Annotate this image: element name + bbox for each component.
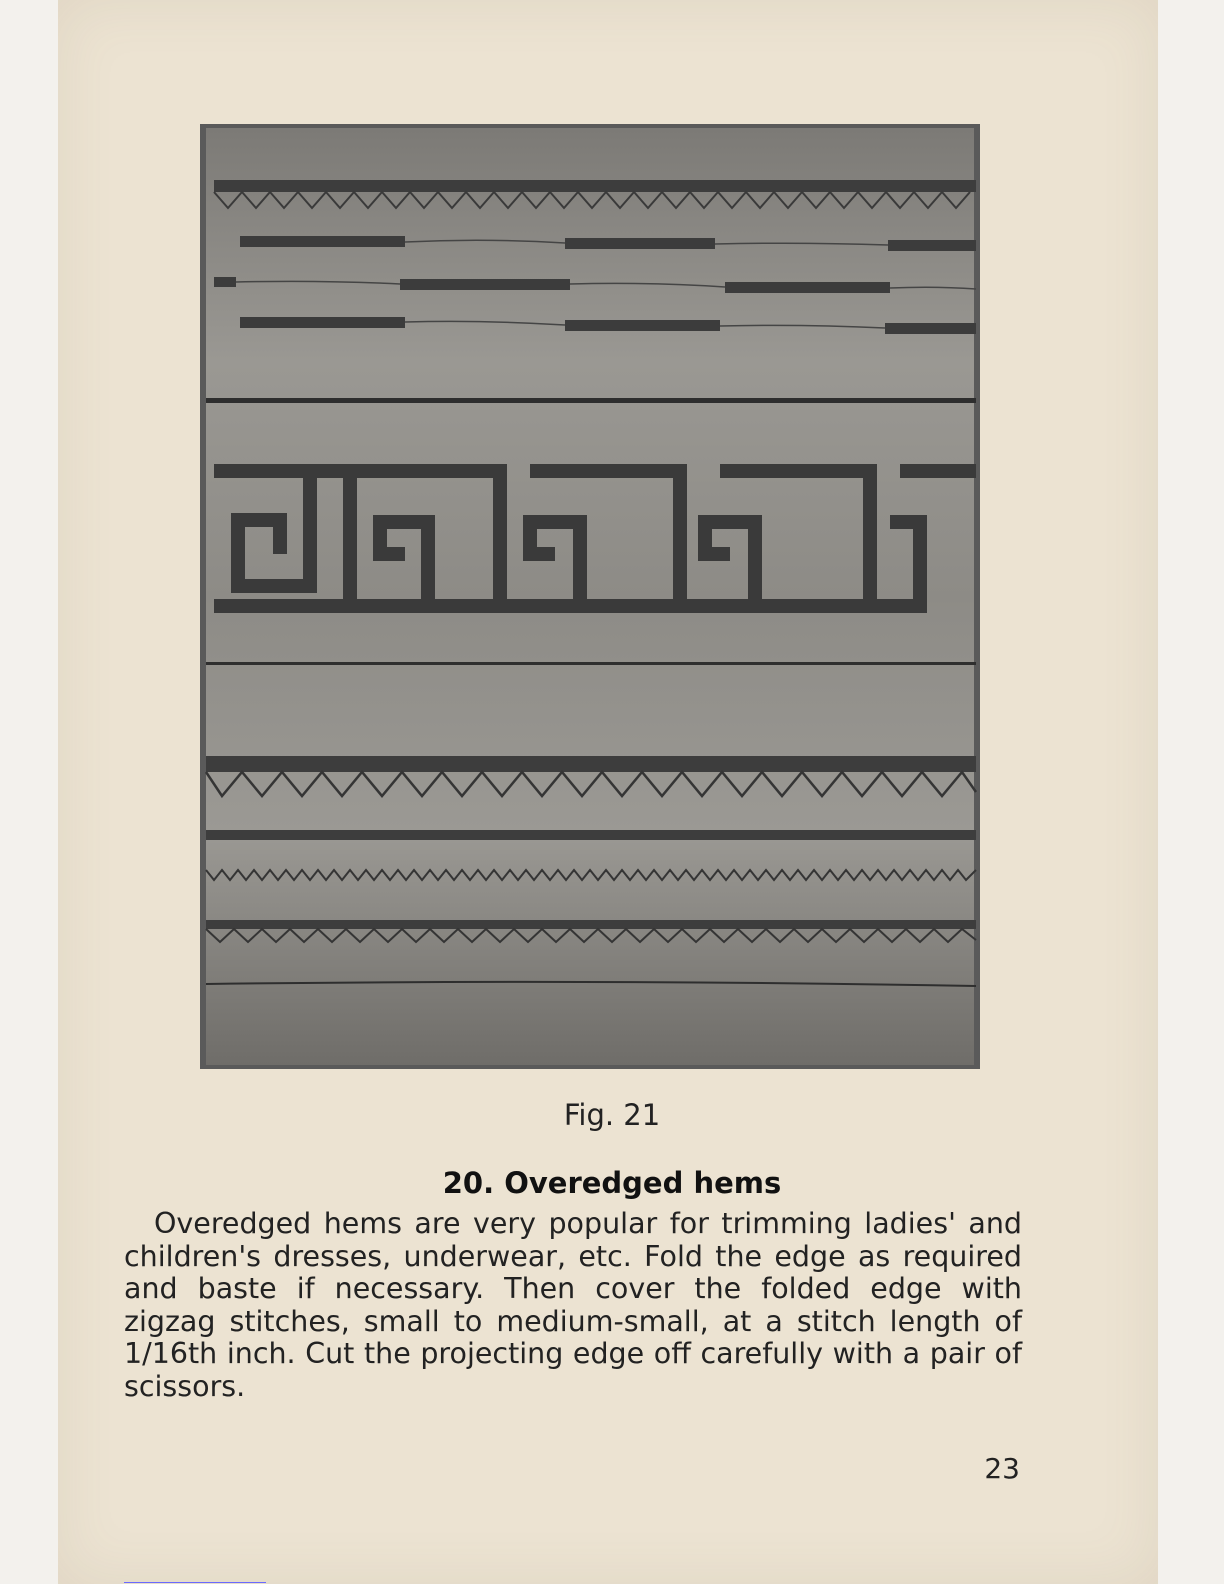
section-heading: 20. Overedged hems bbox=[442, 1166, 782, 1200]
body-paragraph: Overedged hems are very popular for trimming ladies' and children's dresses, underwear, etc. Fold the edge as required and baste if necessary. Then cover the folded edge with zigzag stitches, small to medium-small, at a stitch length of 1/16th inch. Cut the projecting edge off carefully with a pair of scissors. bbox=[124, 1207, 1022, 1403]
hem-stitch-band bbox=[214, 180, 976, 192]
hem-stitch-band bbox=[206, 830, 976, 840]
hem-stitch-band bbox=[206, 920, 976, 929]
footer-divider bbox=[124, 1582, 266, 1583]
fabric-sample-photo bbox=[200, 124, 980, 1069]
hem-stitch-band bbox=[206, 756, 976, 772]
stitch-sample-illustration bbox=[200, 124, 980, 1069]
figure-caption: Fig. 21 bbox=[563, 1098, 661, 1132]
section-body bbox=[124, 1208, 1022, 1403]
page-number: 23 bbox=[984, 1452, 1020, 1485]
